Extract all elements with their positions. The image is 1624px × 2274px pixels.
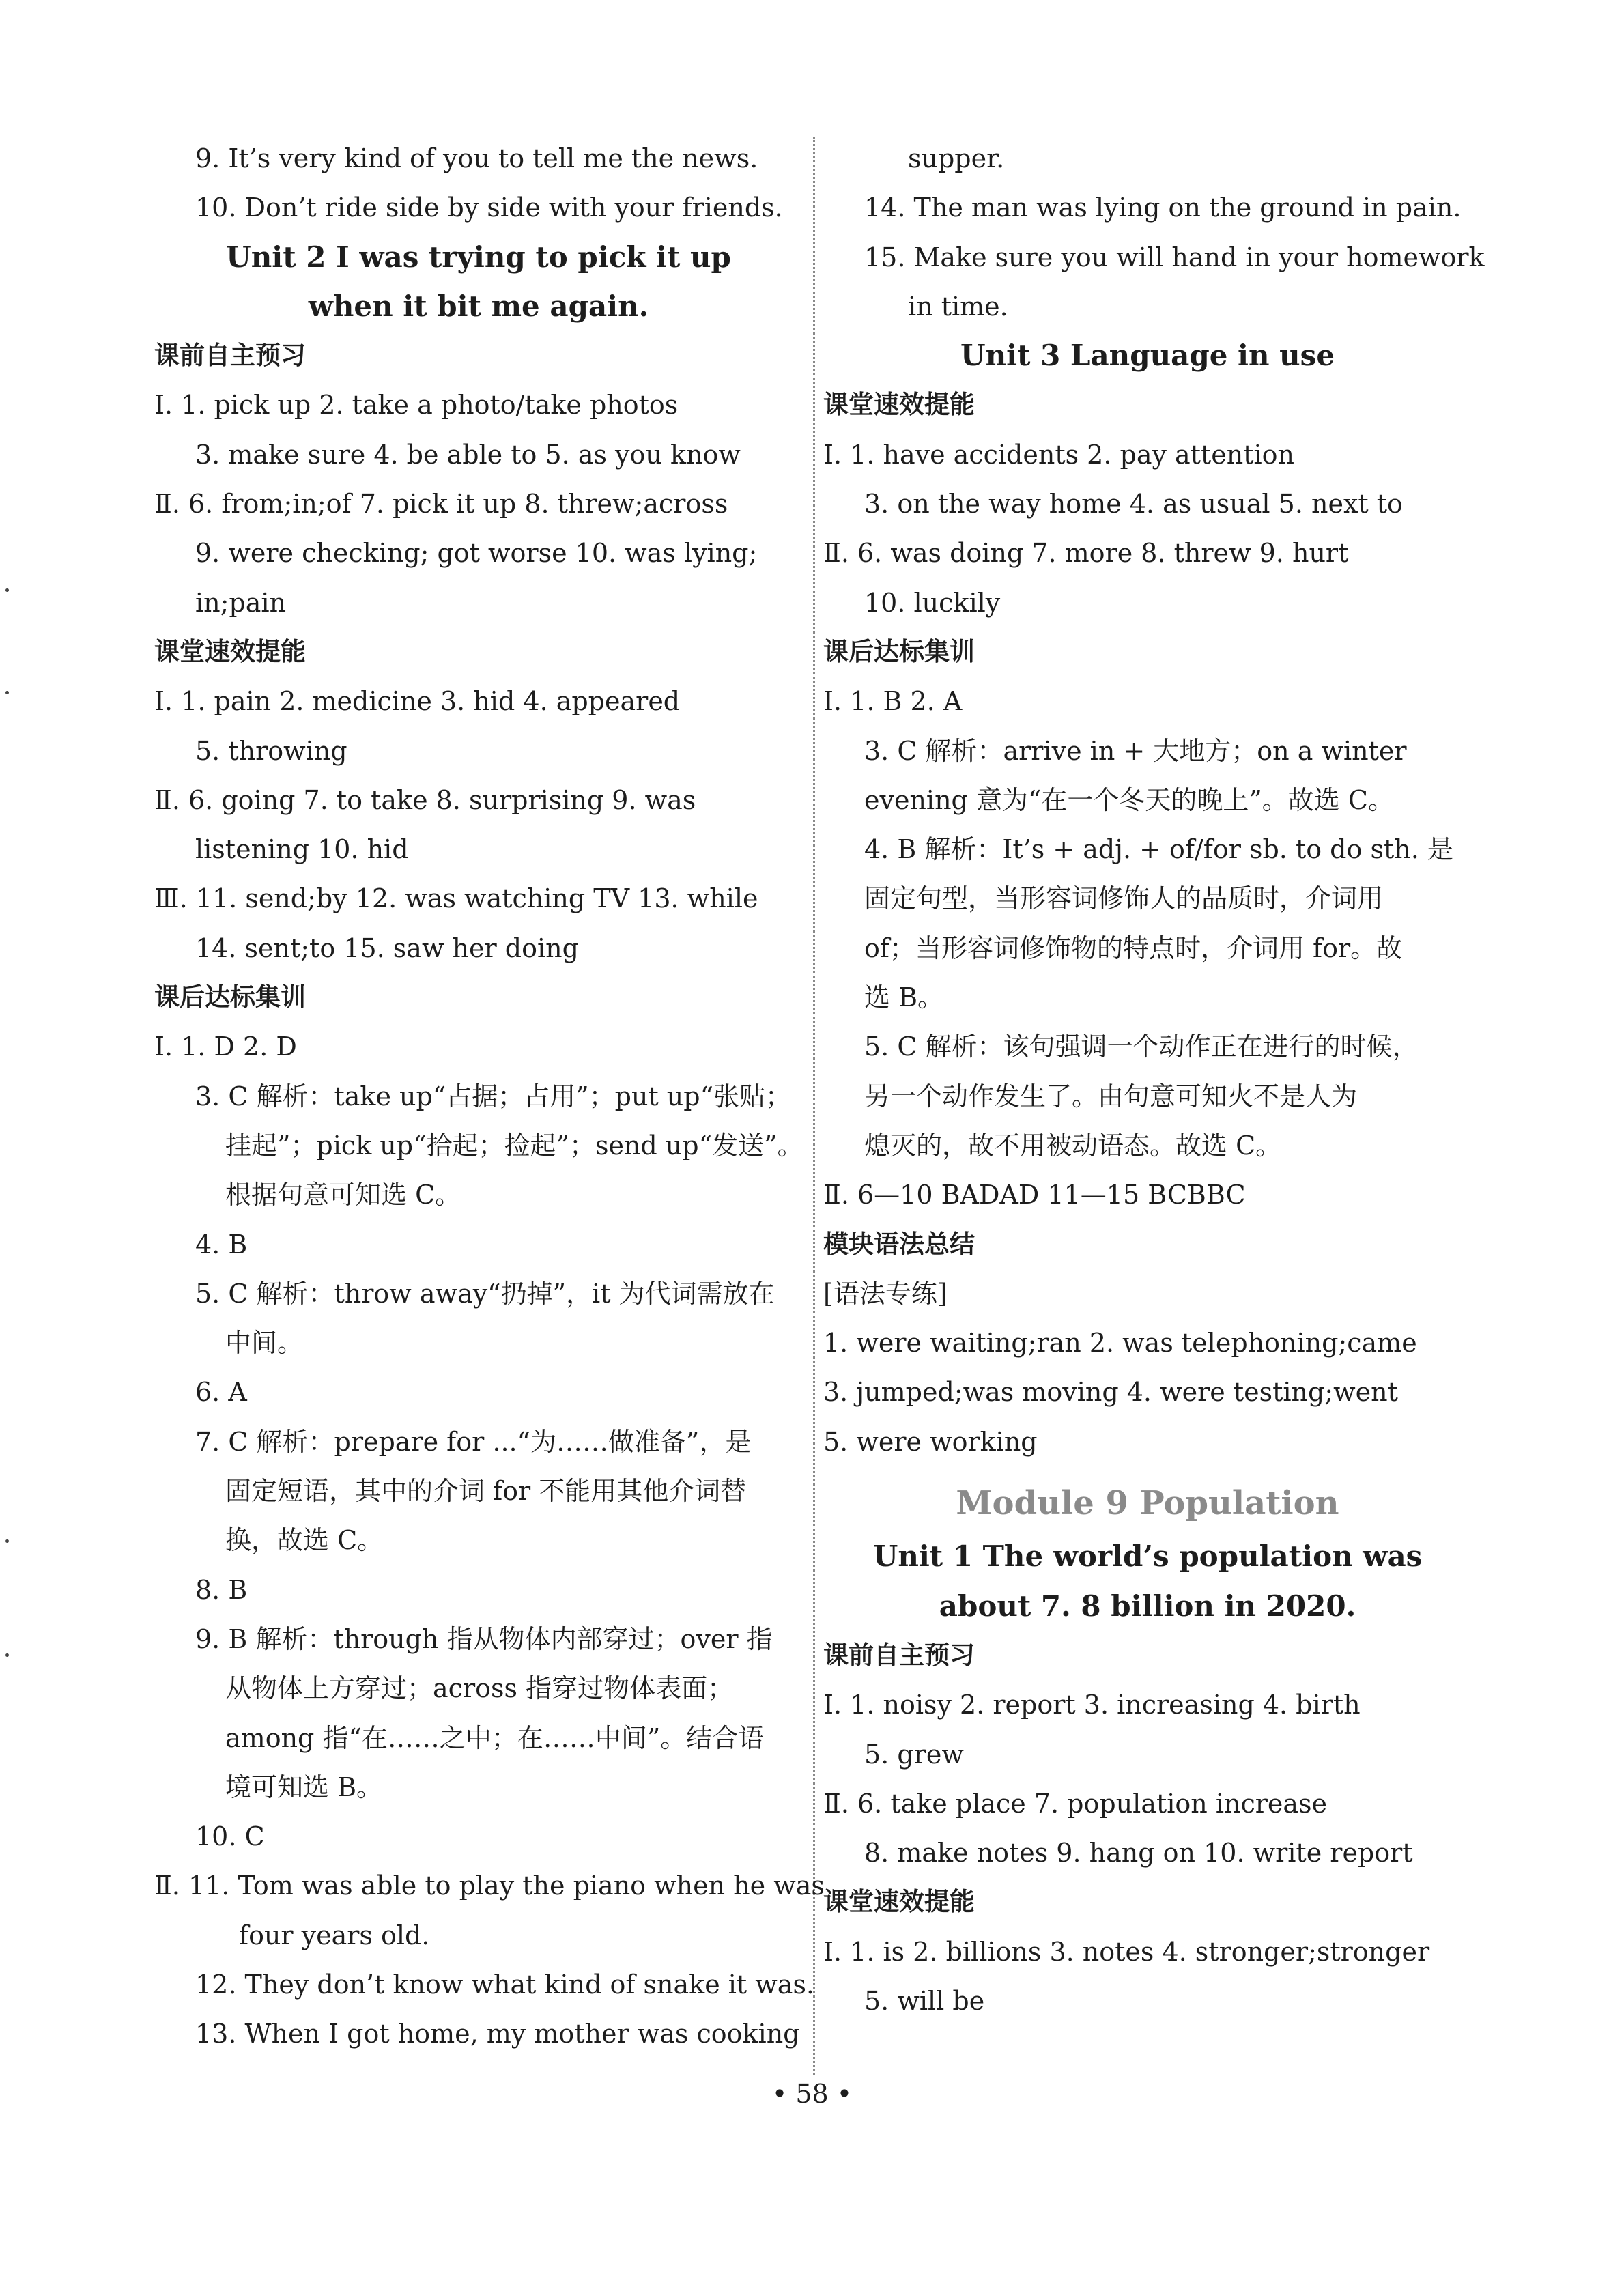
answer-line: 5. throwing	[195, 735, 347, 766]
answer-line: [语法专练]	[823, 1278, 948, 1309]
answer-line: 8. make notes 9. hang on 10. write report	[864, 1838, 1413, 1868]
margin-mark	[5, 588, 9, 592]
answer-line: 中间。	[225, 1328, 304, 1359]
answer-line: Ⅱ. 6—10 BADAD 11—15 BCBBC	[823, 1180, 1246, 1210]
answer-line: 换，故选 C。	[225, 1525, 384, 1556]
margin-mark	[5, 1653, 9, 1657]
answer-line: Ⅰ. 1. pick up 2. take a photo/take photos	[154, 390, 679, 421]
answer-line: four years old.	[239, 1920, 430, 1950]
answer-line: Ⅲ. 11. send;by 12. was watching TV 13. while	[154, 883, 758, 914]
answer-line: 挂起”；pick up“拾起；捡起”；send up“发送”。	[225, 1130, 803, 1161]
answer-line: 3. on the way home 4. as usual 5. next to	[864, 489, 1403, 520]
answer-line: 3. jumped;was moving 4. were testing;went	[823, 1377, 1398, 1408]
section-heading: 模块语法总结	[823, 1229, 975, 1259]
answer-line: 另一个动作发生了。由句意可知火不是人为	[864, 1081, 1358, 1111]
left-column	[154, 134, 825, 2059]
unit2-title: Unit 2 I was trying to pick it up	[226, 240, 731, 274]
unit1-title: Unit 1 The world’s population was	[872, 1539, 1423, 1574]
answer-line: 选 B。	[864, 982, 944, 1013]
answer-line: among 指“在……之中；在……中间”。结合语	[225, 1722, 765, 1753]
section-heading: 课前自主预习	[154, 341, 306, 371]
answer-line: Ⅰ. 1. B 2. A	[823, 686, 963, 717]
answer-line: 5. C 解析：throw away“扔掉”，it 为代词需放在	[195, 1278, 775, 1309]
right-column	[823, 134, 1485, 2026]
answer-line: 3. C 解析：arrive in + 大地方；on a winter	[864, 735, 1407, 766]
answer-line: 5. will be	[864, 1985, 985, 2016]
answer-line: 7. C 解析：prepare for ...“为……做准备”，是	[195, 1426, 752, 1457]
section-heading: 课后达标集训	[823, 636, 975, 666]
answer-line: 固定句型，当形容词修饰人的品质时，介词用	[864, 883, 1384, 914]
answer-line: 10. C	[195, 1821, 265, 1852]
answer-line: listening 10. hid	[195, 834, 409, 865]
answer-line: 根据句意可知选 C。	[225, 1180, 461, 1210]
answer-line: 10. luckily	[864, 587, 1001, 618]
answer-line: 12. They don’t know what kind of snake it was.	[195, 1969, 815, 2000]
answer-line: 6. A	[195, 1377, 247, 1408]
answer-line: Ⅰ. 1. pain 2. medicine 3. hid 4. appeared	[154, 686, 681, 717]
answer-line: 5. were working	[823, 1426, 1038, 1457]
answer-line: 9. It’s very kind of you to tell me the news.	[195, 143, 758, 173]
answer-line: of；当形容词修饰物的特点时，介词用 for。故	[864, 933, 1403, 963]
answer-line: Ⅰ. 1. is 2. billions 3. notes 4. stronger;stronger	[823, 1936, 1430, 1967]
answer-line: Ⅰ. 1. have accidents 2. pay attention	[823, 439, 1294, 470]
answer-line: in time.	[908, 291, 1008, 322]
answer-line: 固定短语，其中的介词 for 不能用其他介词替	[225, 1476, 747, 1507]
column-divider	[813, 137, 815, 2075]
answer-line: evening 意为“在一个冬天的晚上”。故选 C。	[864, 784, 1394, 815]
answer-line: Ⅱ. 6. was doing 7. more 8. threw 9. hurt	[823, 538, 1349, 569]
section-heading: 课堂速效提能	[823, 390, 975, 420]
answer-line: Ⅱ. 11. Tom was able to play the piano when he was	[154, 1871, 825, 1901]
answer-line: supper.	[908, 143, 1005, 173]
section-heading: 课堂速效提能	[823, 1887, 975, 1917]
answer-line: 8. B	[195, 1574, 248, 1605]
module-title: Module 9 Population	[956, 1484, 1339, 1523]
answer-line: 15. Make sure you will hand in your homework	[864, 242, 1485, 272]
answer-line: 9. were checking; got worse 10. was lying;	[195, 538, 758, 569]
unit2-title-cont: when it bit me again.	[308, 289, 649, 323]
answer-line: 3. C 解析：take up“占据；占用”；put up“张贴；	[195, 1081, 792, 1111]
answer-line: 4. B 解析：It’s + adj. + of/for sb. to do sth. 是	[864, 834, 1453, 865]
answer-line: 1. were waiting;ran 2. was telephoning;came	[823, 1328, 1417, 1359]
answer-line: Ⅰ. 1. noisy 2. report 3. increasing 4. birth	[823, 1690, 1361, 1720]
margin-mark	[5, 691, 9, 694]
answer-line: 5. C 解析：该句强调一个动作正在进行的时候，	[864, 1032, 1419, 1062]
page-number: • 58 •	[771, 2079, 853, 2109]
answer-line: 4. B	[195, 1229, 248, 1260]
answer-line: in;pain	[195, 587, 287, 618]
section-heading: 课后达标集训	[154, 982, 306, 1012]
section-heading: 课前自主预习	[823, 1640, 975, 1670]
answer-line: 10. Don’t ride side by side with your friends.	[195, 193, 783, 223]
answer-line: Ⅱ. 6. going 7. to take 8. surprising 9. was	[154, 784, 696, 815]
answer-line: Ⅱ. 6. take place 7. population increase	[823, 1788, 1328, 1819]
answer-line: 3. make sure 4. be able to 5. as you know	[195, 439, 741, 470]
answer-line: 13. When I got home, my mother was cooking	[195, 2019, 800, 2049]
answer-line: 境可知选 B。	[225, 1772, 383, 1802]
answer-line: 熄灭的，故不用被动语态。故选 C。	[864, 1130, 1282, 1161]
unit1-title-cont: about 7. 8 billion in 2020.	[939, 1589, 1356, 1623]
answer-line: 14. The man was lying on the ground in pain.	[864, 193, 1462, 223]
answer-line: 5. grew	[864, 1739, 964, 1770]
answer-line: 9. B 解析：through 指从物体内部穿过；over 指	[195, 1623, 773, 1654]
section-heading: 课堂速效提能	[154, 636, 306, 666]
answer-line: 14. sent;to 15. saw her doing	[195, 933, 579, 963]
unit3-title: Unit 3 Language in use	[960, 339, 1335, 373]
answer-line: Ⅱ. 6. from;in;of 7. pick it up 8. threw;across	[154, 489, 728, 520]
margin-mark	[5, 1539, 9, 1543]
answer-line: 从物体上方穿过；across 指穿过物体表面；	[225, 1673, 734, 1704]
answer-line: Ⅰ. 1. D 2. D	[154, 1032, 297, 1062]
